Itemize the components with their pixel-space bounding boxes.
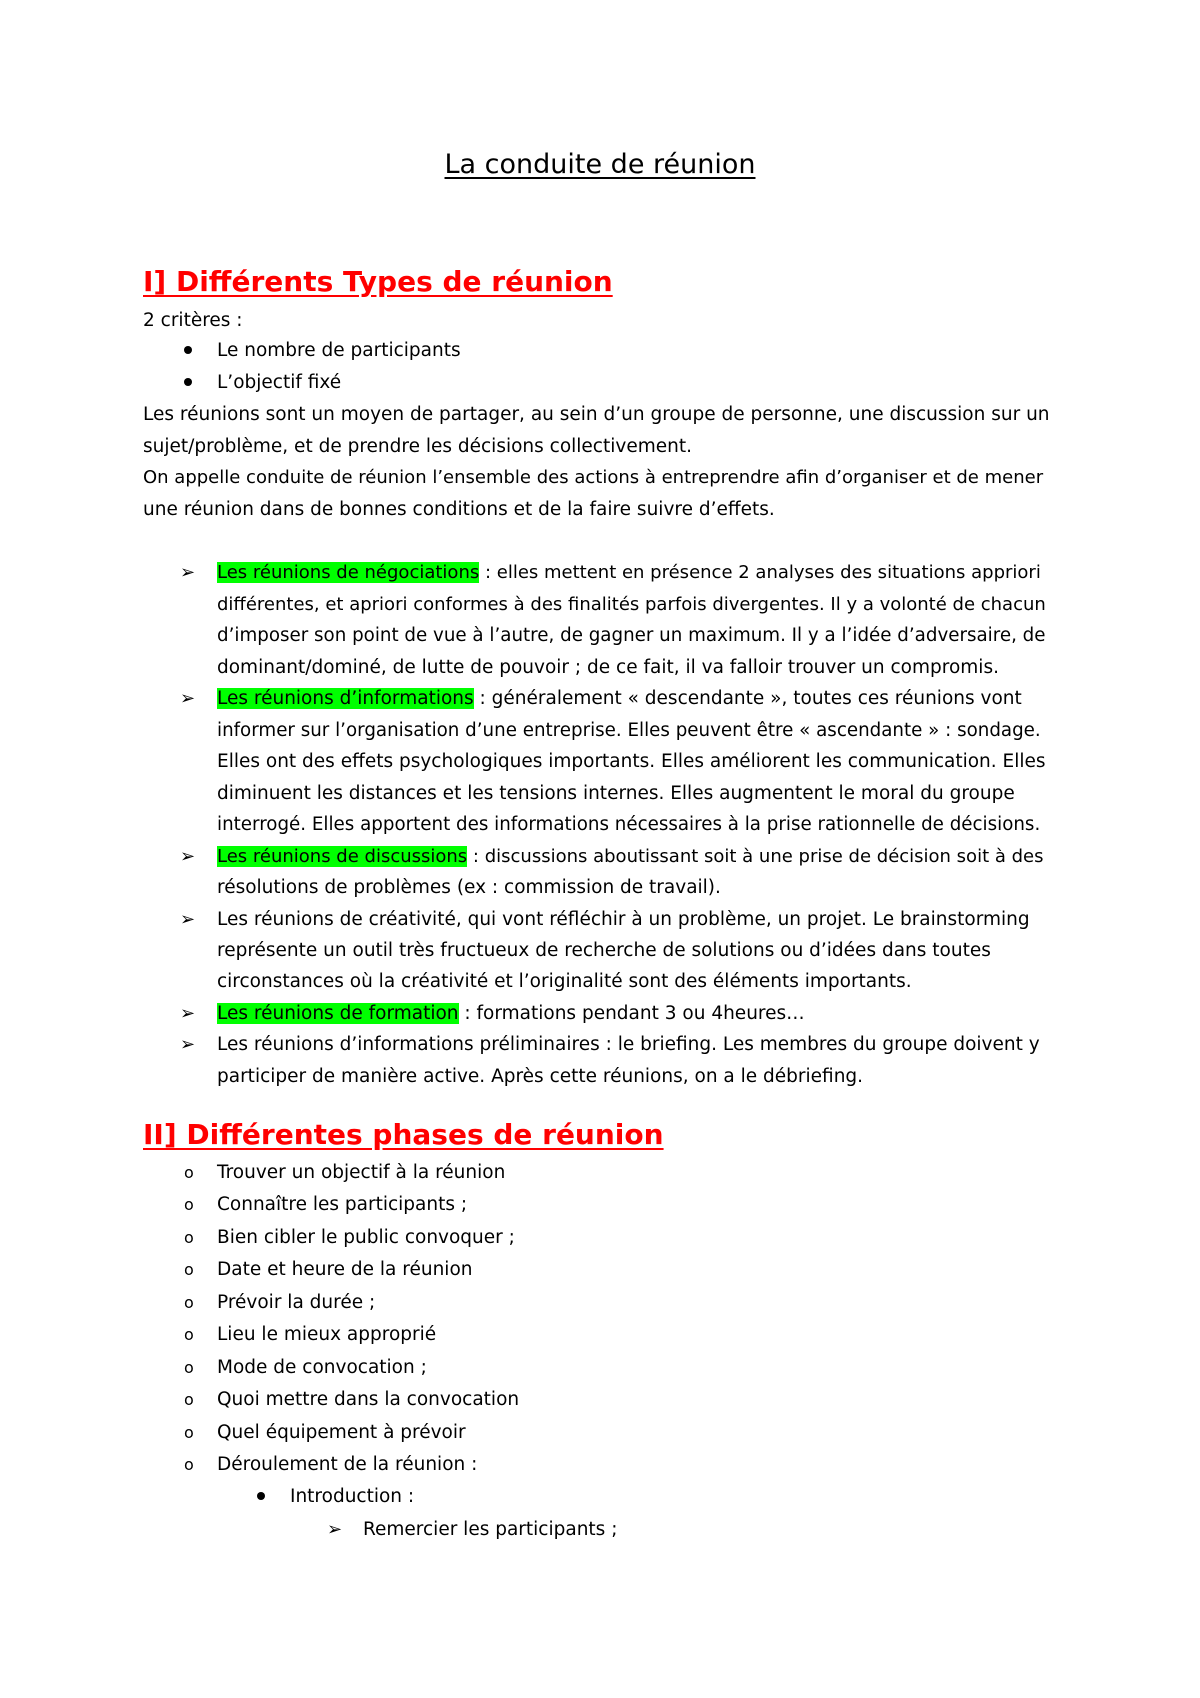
type-item-line: d’imposer son point de vue à l’autre, de gagner un maximum. Il y a l’idée d’adversaire, de: [217, 625, 1046, 646]
phase-item: Quoi mettre dans la convocation: [217, 1389, 520, 1410]
criteria-intro: 2 critères :: [143, 310, 243, 331]
paragraph-line: sujet/problème, et de prendre les décisions collectivement.: [143, 436, 692, 457]
type-item-first-line: Les réunions de créativité, qui vont réfléchir à un problème, un projet. Le brainstorming: [217, 909, 1030, 930]
phase-item: Prévoir la durée ;: [217, 1292, 376, 1313]
phase-item: Bien cibler le public convoquer ;: [217, 1227, 515, 1248]
phase-item: Lieu le mieux approprié: [217, 1324, 437, 1345]
phase-item: Date et heure de la réunion: [217, 1259, 473, 1280]
type-item-line: participer de manière active. Après cette réunions, on a le débriefing.: [217, 1066, 864, 1087]
type-highlight: Les réunions d’informations: [217, 688, 474, 709]
arrow-bullet-icon: ➢: [180, 562, 196, 583]
circle-bullet-icon: o: [184, 1195, 194, 1214]
arrow-bullet-icon: ➢: [180, 688, 196, 709]
circle-bullet-icon: o: [184, 1455, 194, 1474]
type-highlight: Les réunions de négociations: [217, 562, 480, 583]
circle-bullet-icon: o: [184, 1358, 194, 1377]
circle-bullet-icon: o: [184, 1293, 194, 1312]
arrow-bullet-icon: ➢: [180, 909, 196, 930]
type-item-line: différentes, et apriori conformes à des finalités parfois divergentes. Il y a volonté de chacun: [217, 594, 1046, 615]
circle-bullet-icon: o: [184, 1423, 194, 1442]
type-highlight: Les réunions de formation: [217, 1003, 459, 1024]
circle-bullet-icon: o: [184, 1228, 194, 1247]
sub-bullet-item: Introduction :: [290, 1486, 415, 1507]
section-2-heading: II] Différentes phases de réunion: [143, 1118, 664, 1151]
type-item-first-line: Les réunions d’informations : généralement « descendante », toutes ces réunions vont: [217, 688, 1022, 709]
paragraph-line: On appelle conduite de réunion l’ensemble des actions à entreprendre afin d’organiser et de mener: [143, 467, 1044, 488]
type-item-first-line: Les réunions de discussions : discussions aboutissant soit à une prise de décision soit à des: [217, 846, 1044, 867]
type-item-line: dominant/dominé, de lutte de pouvoir ; de ce fait, il va falloir trouver un compromis.: [217, 657, 999, 678]
circle-bullet-icon: o: [184, 1163, 194, 1182]
phase-item: Déroulement de la réunion :: [217, 1454, 478, 1475]
criteria-item: Le nombre de participants: [217, 340, 461, 361]
arrow-bullet-icon: ➢: [180, 1003, 196, 1024]
type-item-line: informer sur l’organisation d’une entreprise. Elles peuvent être « ascendante » : sondage.: [217, 720, 1041, 741]
document-title: La conduite de réunion: [444, 149, 756, 180]
type-highlight: Les réunions de discussions: [217, 846, 468, 867]
phase-item: Trouver un objectif à la réunion: [217, 1162, 506, 1183]
phase-item: Quel équipement à prévoir: [217, 1422, 466, 1443]
paragraph-line: une réunion dans de bonnes conditions et de la faire suivre d’effets.: [143, 499, 775, 520]
section-1-heading: I] Différents Types de réunion: [143, 265, 613, 298]
type-item-line: diminuent les distances et les tensions internes. Elles augmentent le moral du groupe: [217, 783, 1015, 804]
type-item-line: résolutions de problèmes (ex : commission de travail).: [217, 877, 721, 898]
sub-sub-bullet-item: Remercier les participants ;: [363, 1519, 618, 1540]
type-item-line: interrogé. Elles apportent des informations nécessaires à la prise rationnelle de décisions.: [217, 814, 1041, 835]
arrow-bullet-icon: ➢: [327, 1519, 343, 1540]
type-item-line: circonstances où la créativité et l’originalité sont des éléments importants.: [217, 971, 912, 992]
phase-item: Connaître les participants ;: [217, 1194, 468, 1215]
type-item-line: Elles ont des effets psychologiques importants. Elles améliorent les communication. Elles: [217, 751, 1046, 772]
criteria-item: L’objectif fixé: [217, 372, 342, 393]
arrow-bullet-icon: ➢: [180, 846, 196, 867]
type-item-line: représente un outil très fructueux de recherche de solutions ou d’idées dans toutes: [217, 940, 991, 961]
circle-bullet-icon: o: [184, 1260, 194, 1279]
circle-bullet-icon: o: [184, 1325, 194, 1344]
bullet-dot-icon: [184, 346, 192, 354]
type-item-first-line: Les réunions de négociations : elles mettent en présence 2 analyses des situations appriori: [217, 562, 1041, 583]
bullet-dot-icon: [257, 1492, 265, 1500]
type-item-first-line: Les réunions de formation : formations pendant 3 ou 4heures…: [217, 1003, 805, 1024]
phase-item: Mode de convocation ;: [217, 1357, 427, 1378]
type-item-first-line: Les réunions d’informations préliminaires : le briefing. Les membres du groupe doivent y: [217, 1034, 1040, 1055]
arrow-bullet-icon: ➢: [180, 1034, 196, 1055]
paragraph-line: Les réunions sont un moyen de partager, au sein d’un groupe de personne, une discussion sur un: [143, 404, 1050, 425]
bullet-dot-icon: [184, 378, 192, 386]
circle-bullet-icon: o: [184, 1390, 194, 1409]
